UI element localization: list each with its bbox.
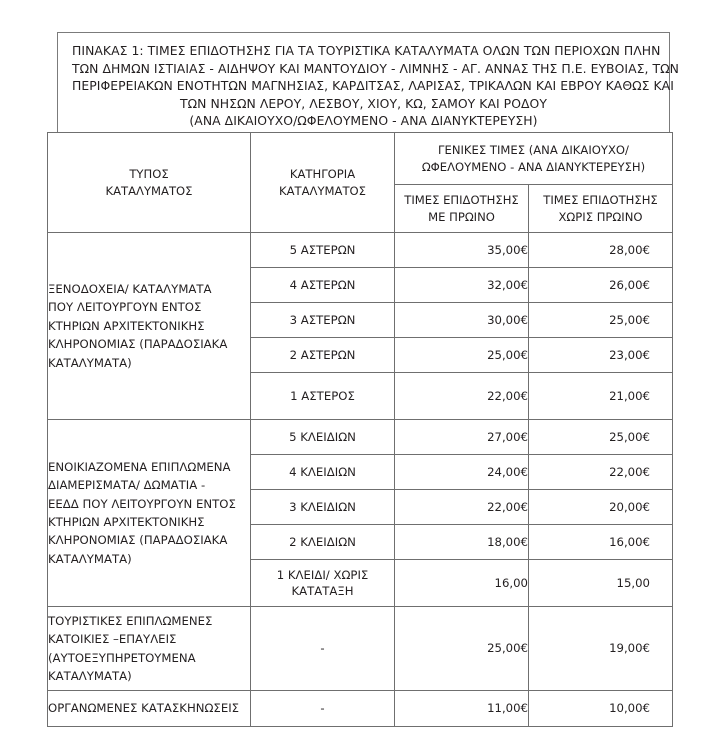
cell-price-with-breakfast: 16,00 [395, 560, 529, 607]
group-label-line: ΠΟΥ ΛΕΙΤΟΥΡΓΟΥΝ ΕΝΤΟΣ [48, 300, 202, 315]
group-label-line: ΚΑΤΑΛΥΜΑΤΑ) [48, 668, 132, 683]
cell-price-without-breakfast: 19,00€ [529, 607, 673, 691]
header-general-prices-line1: ΓΕΝΙΚΕΣ ΤΙΜΕΣ (ΑΝΑ ΔΙΚΑΙΟΥΧΟ/ [438, 143, 629, 158]
title-line-5: (ΑΝΑ ΔΙΚΑΙΟΥΧΟ/ΩΦΕΛΟΥΜΕΝΟ - ΑΝΑ ΔΙΑΝΥΚΤΕΡΕΥΣΗ) [189, 113, 538, 129]
cell-price-with-breakfast: 27,00€ [395, 420, 529, 455]
table-title-box [57, 32, 679, 141]
title-line-1: ΠΙΝΑΚΑΣ 1: ΤΙΜΕΣ ΕΠΙΔΟΤΗΣΗΣ ΓΙΑ ΤΑ ΤΟΥΡΙΣΤΙΚΑ ΚΑΤΑΛΥΜΑΤΑ ΟΛΩΝ ΤΩΝ ΠΕΡΙΟΧΩΝ ΠΛΗΝ [72, 43, 661, 58]
header-price-without-breakfast [529, 185, 673, 233]
table-row [48, 607, 673, 691]
cell-category: 3 ΚΛΕΙΔΙΩΝ [251, 490, 395, 525]
cell-price-with-breakfast: 25,00€ [395, 338, 529, 373]
header-accommodation-type-line1: ΤΥΠΟΣ [129, 167, 169, 182]
header-row-top [48, 133, 673, 185]
cell-category: 4 ΑΣΤΕΡΩΝ [251, 268, 395, 303]
cell-price-with-breakfast: 11,00€ [395, 691, 529, 727]
header-general-prices-line2: ΩΦΕΛΟΥΜΕΝΟ - ΑΝΑ ΔΙΑΝΥΚΤΕΡΕΥΣΗ) [421, 159, 646, 174]
group-label-line: ΚΤΗΡΙΩΝ ΑΡΧΙΤΕΚΤΟΝΙΚΗΣ [48, 318, 205, 333]
header-price-without-breakfast-line2: ΧΩΡΙΣ ΠΡΩΙΝΟ [558, 209, 643, 224]
cell-category-line1: 1 ΚΛΕΙΔΙ/ ΧΩΡΙΣ [276, 567, 369, 582]
title-line-4: ΤΩΝ ΝΗΣΩΝ ΛΕΡΟΥ, ΛΕΣΒΟΥ, ΧΙΟΥ, ΚΩ, ΣΑΜΟΥ ΚΑΙ ΡΟΔΟΥ [180, 95, 547, 111]
header-accommodation-type [48, 133, 251, 233]
group-label-line: ΚΑΤΑΛΥΜΑΤΑ) [48, 551, 132, 566]
group-label-line: ΤΟΥΡΙΣΤΙΚΕΣ ΕΠΙΠΛΩΜΕΝΕΣ [48, 613, 213, 628]
cell-price-without-breakfast: 10,00€ [529, 691, 673, 727]
cell-category: 2 ΑΣΤΕΡΩΝ [251, 338, 395, 373]
cell-price-with-breakfast: 32,00€ [395, 268, 529, 303]
group-label-hotels-heritage [48, 233, 251, 420]
group-label-rented-furnished [48, 420, 251, 607]
cell-price-with-breakfast: 24,00€ [395, 455, 529, 490]
header-accommodation-category [251, 133, 395, 233]
header-price-without-breakfast-line1: ΤΙΜΕΣ ΕΠΙΔΟΤΗΣΗΣ [543, 193, 658, 208]
group-label-line: ΕΕΔΔ ΠΟΥ ΛΕΙΤΟΥΡΓΟΥΝ ΕΝΤΟΣ [48, 496, 236, 511]
title-line-2: ΤΩΝ ΔΗΜΩΝ ΙΣΤΙΑΙΑΣ - ΑΙΔΗΨΟΥ ΚΑΙ ΜΑΝΤΟΥΔΙΟΥ - ΛΙΜΝΗΣ - ΑΓ. ΑΝΝΑΣ ΤΗΣ Π.Ε. ΕΥΒΟΙΑΣ, ΤΩΝ [72, 60, 679, 76]
group-label-line: ΚΑΤΟΙΚΙΕΣ –ΕΠΑΥΛΕΙΣ [48, 632, 177, 647]
cell-category: - [251, 607, 395, 691]
table-row [48, 691, 673, 727]
cell-category: 3 ΑΣΤΕΡΩΝ [251, 303, 395, 338]
cell-price-without-breakfast: 26,00€ [529, 268, 673, 303]
group-label-tourist-villas [48, 607, 251, 691]
group-label-line: ΕΝΟΙΚΙΑΖΟΜΕΝΑ ΕΠΙΠΛΩΜΕΝΑ [48, 459, 231, 474]
group-label-line: ΚΛΗΡΟΝΟΜΙΑΣ (ΠΑΡΑΔΟΣΙΑΚΑ [48, 337, 228, 352]
cell-price-with-breakfast: 18,00€ [395, 525, 529, 560]
group-label-line: ΞΕΝΟΔΟΧΕΙΑ/ ΚΑΤΑΛΥΜΑΤΑ [48, 281, 212, 296]
cell-price-without-breakfast: 20,00€ [529, 490, 673, 525]
cell-price-with-breakfast: 30,00€ [395, 303, 529, 338]
cell-category: 4 ΚΛΕΙΔΙΩΝ [251, 455, 395, 490]
header-price-with-breakfast-line1: ΤΙΜΕΣ ΕΠΙΔΟΤΗΣΗΣ [404, 193, 519, 208]
cell-category-line2: ΚΑΤΑΤΑΞΗ [291, 584, 354, 598]
group-label-line: (ΑΥΤΟΕΞΥΠΗΡΕΤΟΥΜΕΝΑ [48, 650, 196, 665]
table-row [48, 233, 673, 268]
group-label-line: ΚΑΤΑΛΥΜΑΤΑ) [48, 355, 132, 370]
header-price-with-breakfast-line2: ΜΕ ΠΡΩΙΝΟ [428, 209, 495, 224]
cell-price-without-breakfast: 21,00€ [529, 373, 673, 420]
cell-category: 5 ΚΛΕΙΔΙΩΝ [251, 420, 395, 455]
table-body [48, 233, 673, 727]
cell-price-without-breakfast: 23,00€ [529, 338, 673, 373]
group-label-line: ΚΤΗΡΙΩΝ ΑΡΧΙΤΕΚΤΟΝΙΚΗΣ [48, 515, 205, 529]
cell-price-without-breakfast: 28,00€ [529, 233, 673, 268]
subsidy-table-wrapper [47, 132, 672, 727]
header-accommodation-category-line1: ΚΑΤΗΓΟΡΙΑ [289, 167, 356, 182]
header-accommodation-type-line2: ΚΑΤΑΛΥΜΑΤΟΣ [105, 183, 193, 198]
cell-price-with-breakfast: 25,00€ [395, 607, 529, 691]
cell-category: - [251, 691, 395, 727]
group-label-line: ΔΙΑΜΕΡΙΣΜΑΤΑ/ ΔΩΜΑΤΙΑ - [48, 478, 206, 493]
title-line-3: ΠΕΡΙΦΕΡΕΙΑΚΩΝ ΕΝΟΤΗΤΩΝ ΜΑΓΝΗΣΙΑΣ, ΚΑΡΔΙΤΣΑΣ, ΛΑΡΙΣΑΣ, ΤΡΙΚΑΛΩΝ ΚΑΙ ΕΒΡΟΥ ΚΑΘΩΣ ΚΑΙ [72, 78, 674, 94]
header-accommodation-category-line2: ΚΑΤΑΛΥΜΑΤΟΣ [278, 183, 367, 198]
cell-price-without-breakfast: 25,00€ [529, 420, 673, 455]
group-label-line: ΟΡΓΑΝΩΜΕΝΕΣ ΚΑΤΑΣΚΗΝΩΣΕΙΣ [48, 701, 240, 716]
cell-category [251, 560, 395, 607]
group-label-organized-camps [48, 691, 251, 727]
table-header [48, 133, 673, 233]
cell-price-without-breakfast: 22,00€ [529, 455, 673, 490]
cell-category: 5 ΑΣΤΕΡΩΝ [251, 233, 395, 268]
cell-price-without-breakfast: 16,00€ [529, 525, 673, 560]
table-row [48, 420, 673, 455]
group-label-line: ΚΛΗΡΟΝΟΜΙΑΣ (ΠΑΡΑΔΟΣΙΑΚΑ [48, 533, 228, 548]
cell-price-without-breakfast: 15,00 [529, 560, 673, 607]
subsidy-table [47, 132, 673, 727]
header-general-prices [395, 133, 673, 185]
cell-category: 2 ΚΛΕΙΔΙΩΝ [251, 525, 395, 560]
cell-price-without-breakfast: 25,00€ [529, 303, 673, 338]
cell-price-with-breakfast: 22,00€ [395, 490, 529, 525]
cell-price-with-breakfast: 35,00€ [395, 233, 529, 268]
header-price-with-breakfast [395, 185, 529, 233]
cell-category: 1 ΑΣΤΕΡΟΣ [251, 373, 395, 420]
cell-price-with-breakfast: 22,00€ [395, 373, 529, 420]
